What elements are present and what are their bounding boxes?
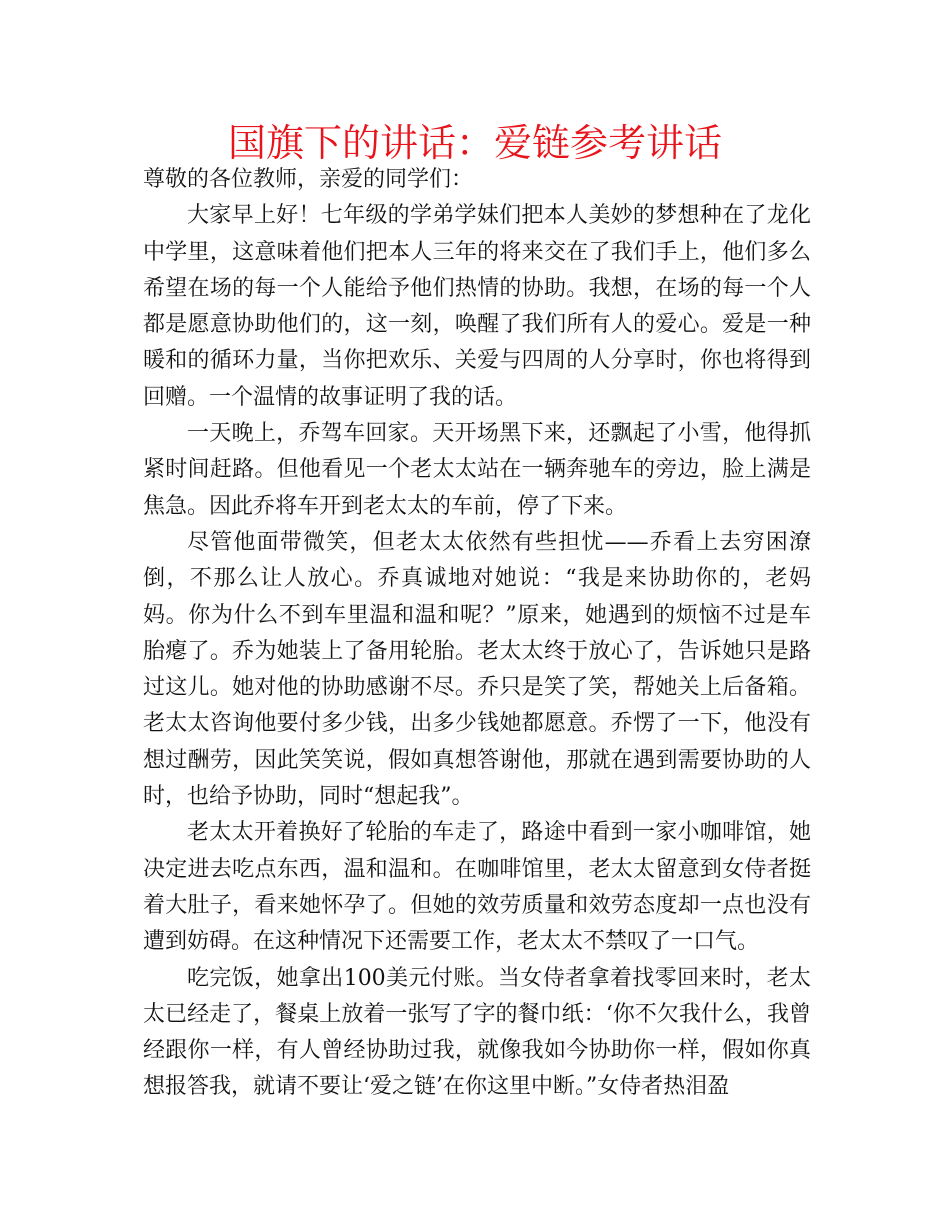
paragraph-4: 老太太开着换好了轮胎的车走了，路途中看到一家小咖啡馆，她决定进去吃点东西，温和温和。在咖啡馆里，老太太留意到女侍者挺着大肚子，看来她怀孕了。但她的效劳质量和效劳态度却一点也没有遭到妨碍。在这种情况下还需要工作，老太太不禁叹了一口气。: [143, 820, 811, 955]
salutation: 尊敬的各位教师，亲爱的同学们：: [143, 167, 474, 192]
document-body: [143, 162, 811, 1106]
paragraph-2: 一天晚上，乔驾车回家。天开场黑下来，还飘起了小雪，他得抓紧时间赶路。但他看见一个老太太站在一辆奔驰车的旁边，脸上满是焦急。因此乔将车开到老太太的车前，停了下来。: [143, 421, 811, 519]
paragraph-1: 大家早上好！七年级的学弟学妹们把本人美妙的梦想种在了龙化中学里，这意味着他们把本人三年的将来交在了我们手上，他们多么希望在场的每一个人能给予他们热情的协助。我想，在场的每一个人都是愿意协助他们的，这一刻，唤醒了我们所有人的爱心。爱是一种暖和的循环力量，当你把欢乐、关爱与四周的人分享时，你也将得到回赠。一个温情的故事证明了我的话。: [143, 203, 811, 410]
paragraph-5: 吃完饭，她拿出100美元付账。当女侍者拿着找零回来时，老太太已经走了，餐桌上放着一张写了字的餐巾纸：‘你不欠我什么，我曾经跟你一样，有人曾经协助过我，就像我如今协助你一样，假如你真想报答我，就请不要让‘爱之链’在你这里中断。”女侍者热泪盈: [143, 965, 811, 1100]
document-title: 国旗下的讲话：爱链参考讲话: [227, 121, 722, 165]
paragraph-3: 尽管他面带微笑，但老太太依然有些担忧——乔看上去穷困潦倒，不那么让人放心。乔真诚地对她说：“我是来协助你的，老妈妈。你为什么不到车里温和温和呢？”原来，她遇到的烦恼不过是车胎瘪了。乔为她装上了备用轮胎。老太太终于放心了，告诉她只是路过这儿。她对他的协助感谢不尽。乔只是笑了笑，帮她关上后备箱。老太太咨询他要付多少钱，出多少钱她都愿意。乔愣了一下，他没有想过酬劳，因此笑笑说，假如真想答谢他，那就在遇到需要协助的人时，也给予协助，同时“想起我”。: [143, 529, 811, 810]
